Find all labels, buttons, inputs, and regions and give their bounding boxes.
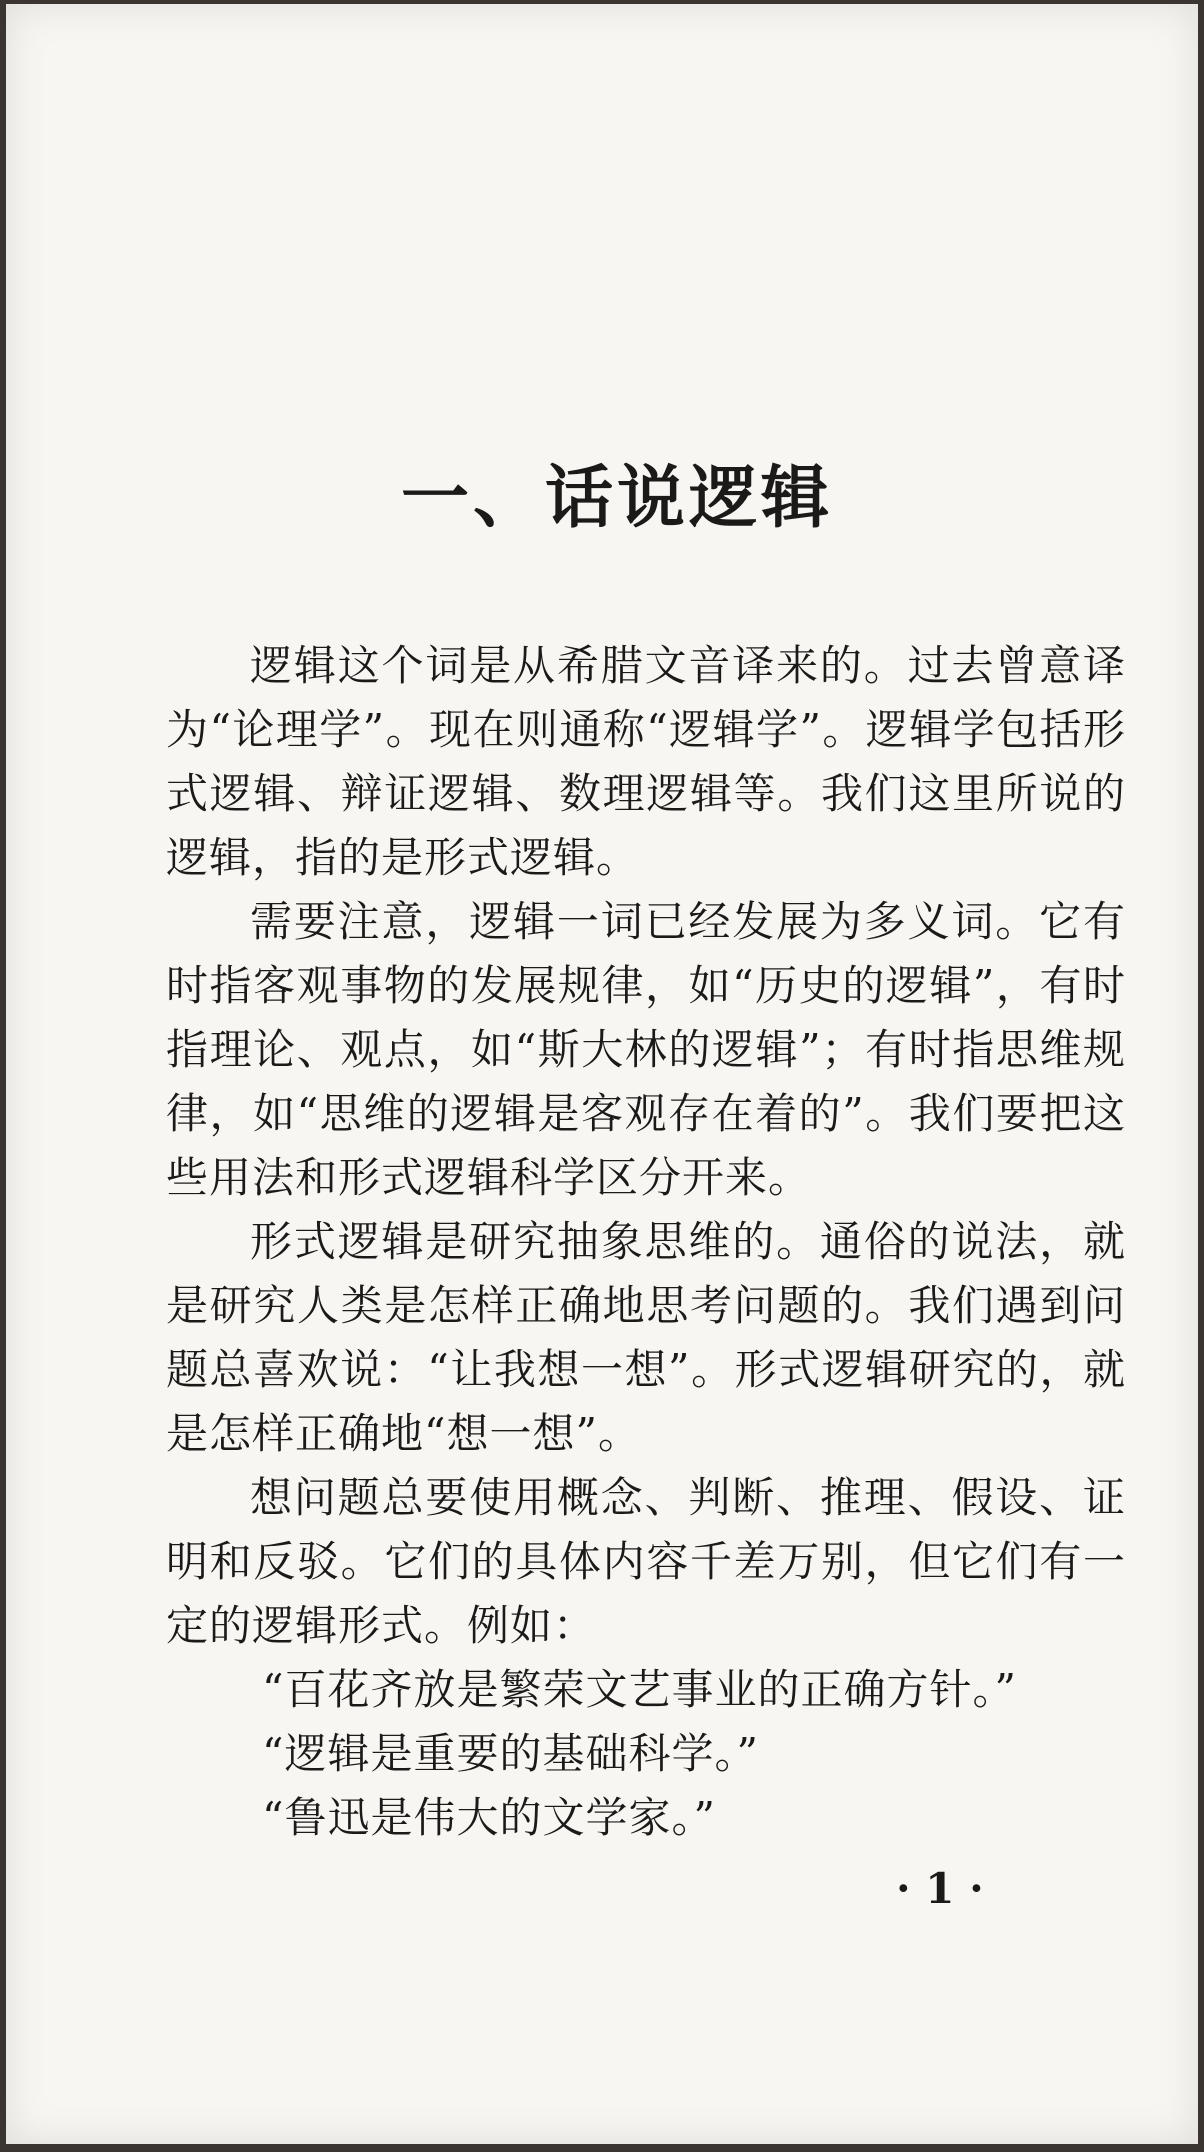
page-body — [166, 634, 1126, 1850]
paragraph-2: 需要注意，逻辑一词已经发展为多义词。它有时指客观事物的发展规律，如“历史的逻辑”，有时指理论、观点，如“斯大林的逻辑”；有时指思维规律，如“思维的逻辑是客观存在着的”。我们要把这些用法和形式逻辑科学区分开来。 — [166, 897, 1126, 1202]
example-1: “百花齐放是繁荣文艺事业的正确方针。” — [262, 1665, 1017, 1714]
paragraph-4: 想问题总要使用概念、判断、推理、假设、证明和反驳。它们的具体内容千差万别，但它们有一定的逻辑形式。例如： — [166, 1473, 1126, 1650]
example-3: “鲁迅是伟大的文学家。” — [262, 1793, 716, 1842]
book-page — [6, 4, 1198, 2144]
example-2: “逻辑是重要的基础科学。” — [262, 1729, 759, 1778]
paragraph-1: 逻辑这个词是从希腊文音译来的。过去曾意译为“论理学”。现在则通称“逻辑学”。逻辑学包括形式逻辑、辩证逻辑、数理逻辑等。我们这里所说的逻辑，指的是形式逻辑。 — [166, 641, 1126, 882]
page-number: · 1 · — [896, 1864, 984, 1913]
chapter-heading: 一、话说逻辑 — [400, 458, 833, 538]
paragraph-3: 形式逻辑是研究抽象思维的。通俗的说法，就是研究人类是怎样正确地思考问题的。我们遇到问题总喜欢说：“让我想一想”。形式逻辑研究的，就是怎样正确地“想一想”。 — [166, 1217, 1126, 1458]
